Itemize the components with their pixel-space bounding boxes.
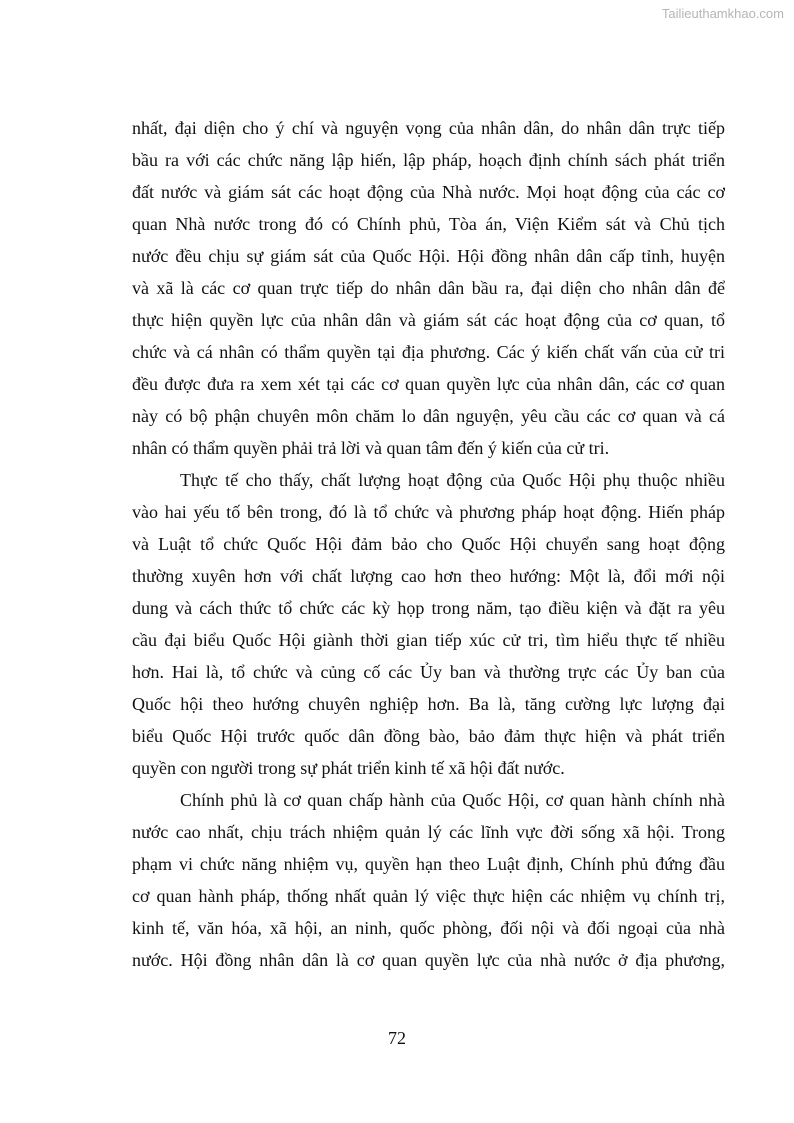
text-line: vào hai yếu tố bên trong, đó là tổ chức và phương pháp hoạt động. Hiến pháp: [132, 502, 725, 522]
text-line: biểu Quốc Hội trước quốc dân đồng bào, bảo đảm thực hiện và phát triển: [132, 726, 725, 746]
text-line: hơn. Hai là, tổ chức và củng cố các Ủy ban và thường trực các Ủy ban của: [132, 662, 725, 682]
text-line: nước cao nhất, chịu trách nhiệm quản lý các lĩnh vực đời sống xã hội. Trong: [132, 822, 725, 842]
text-line: phạm vi chức năng nhiệm vụ, quyền hạn theo Luật định, Chính phủ đứng đầu: [132, 854, 725, 874]
text-line: quyền con người trong sự phát triển kinh tế xã hội đất nước.: [132, 758, 565, 778]
text-line: Quốc hội theo hướng chuyên nghiệp hơn. Ba là, tăng cường lực lượng đại: [132, 694, 725, 714]
text-line: Thực tế cho thấy, chất lượng hoạt động của Quốc Hội phụ thuộc nhiều: [180, 470, 725, 490]
text-line: nước đều chịu sự giám sát của Quốc Hội. Hội đồng nhân dân cấp tỉnh, huyện: [132, 246, 725, 266]
text-line: nhất, đại diện cho ý chí và nguyện vọng của nhân dân, do nhân dân trực tiếp: [132, 118, 725, 138]
text-line: và xã là các cơ quan trực tiếp do nhân dân bầu ra, đại diện cho nhân dân để: [132, 278, 725, 298]
text-line: chức và cá nhân có thẩm quyền tại địa phương. Các ý kiến chất vấn của cử tri: [132, 342, 725, 362]
text-line: và Luật tổ chức Quốc Hội đảm bảo cho Quốc Hội chuyển sang hoạt động: [132, 534, 725, 554]
text-line: Chính phủ là cơ quan chấp hành của Quốc Hội, cơ quan hành chính nhà: [180, 790, 725, 810]
paragraph: [132, 112, 725, 464]
body-text: [132, 112, 725, 976]
text-line: nhân có thẩm quyền phải trả lời và quan tâm đến ý kiến của cử tri.: [132, 438, 610, 458]
text-line: cầu đại biểu Quốc Hội giành thời gian tiếp xúc cử tri, tìm hiểu thực tế nhiều: [132, 630, 725, 650]
text-line: này có bộ phận chuyên môn chăm lo dân nguyện, yêu cầu các cơ quan và cá: [132, 406, 725, 426]
text-line: đều được đưa ra xem xét tại các cơ quan quyền lực của nhân dân, các cơ quan: [132, 374, 725, 394]
watermark: Tailieuthamkhao.com: [661, 6, 784, 21]
text-line: kinh tế, văn hóa, xã hội, an ninh, quốc phòng, đối nội và đối ngoại của nhà: [132, 918, 725, 938]
text-line: thực hiện quyền lực của nhân dân và giám sát các hoạt động của cơ quan, tổ: [132, 310, 725, 330]
text-line: quan Nhà nước trong đó có Chính phủ, Tòa án, Viện Kiểm sát và Chủ tịch: [132, 214, 725, 234]
text-line: bầu ra với các chức năng lập hiến, lập pháp, hoạch định chính sách phát triển: [132, 150, 725, 170]
page-number: 72: [388, 1028, 406, 1048]
text-line: thường xuyên hơn với chất lượng cao hơn theo hướng: Một là, đổi mới nội: [132, 566, 725, 586]
paragraph: [132, 464, 725, 784]
text-line: đất nước và giám sát các hoạt động của Nhà nước. Mọi hoạt động của các cơ: [132, 182, 725, 202]
paragraph: [132, 784, 725, 976]
text-line: cơ quan hành pháp, thống nhất quản lý việc thực hiện các nhiệm vụ chính trị,: [132, 886, 725, 906]
text-line: nước. Hội đồng nhân dân là cơ quan quyền lực của nhà nước ở địa phương,: [132, 950, 725, 970]
text-line: dung và cách thức tổ chức các kỳ họp trong năm, tạo điều kiện và đặt ra yêu: [132, 598, 725, 618]
